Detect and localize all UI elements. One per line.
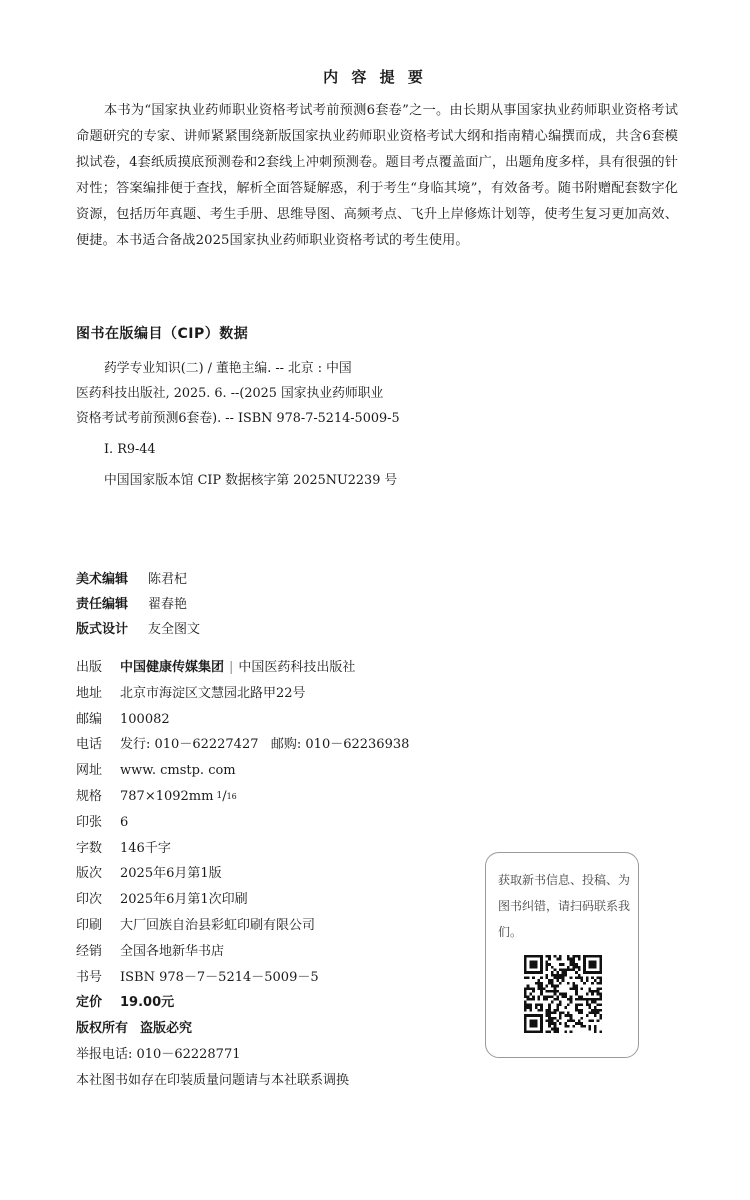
editor-credits — [76, 567, 200, 642]
piracy-warning: 盗版必究 — [140, 1021, 193, 1037]
detail-label: 地址 — [76, 685, 103, 701]
cip-line-2: 医药科技出版社, 2025. 6. --(2025 国家执业药师职业 — [76, 386, 384, 401]
detail-row — [76, 810, 409, 836]
detail-label: 电话 — [76, 737, 103, 753]
detail-value: 北京市海淀区文慧园北路甲22号 — [120, 685, 306, 701]
detail-label: 版次 — [76, 866, 103, 882]
detail-row — [76, 939, 409, 965]
publisher-label: 出版 — [76, 660, 103, 675]
cip-classification: Ⅰ. R9-44 — [104, 442, 156, 457]
detail-value: ISBN 978－7－5214－5009－5 — [120, 969, 319, 985]
qr-caption: 获取新书信息、投稿、为图书纠错，请扫码联系我们。 — [498, 873, 631, 939]
detail-value: 146千字 — [120, 840, 171, 856]
editor-value: 翟春艳 — [148, 597, 188, 612]
qr-code[interactable] — [524, 955, 602, 1033]
editor-value: 友全图文 — [148, 622, 201, 637]
detail-row — [76, 707, 409, 733]
detail-value: 全国各地新华书店 — [120, 943, 225, 959]
cip-title: 图书在版编目（CIP）数据 — [76, 326, 249, 342]
detail-value: 大厂回族自治县彩虹印刷有限公司 — [120, 917, 316, 933]
editor-row — [76, 567, 200, 592]
detail-row — [76, 887, 409, 913]
quality-notice: 本社图书如存在印装质量问题请与本社联系调换 — [76, 1072, 350, 1088]
copyright-text: 版权所有 — [76, 1021, 129, 1037]
detail-label: 邮编 — [76, 711, 103, 727]
report-phone: 举报电话: 010－62228771 — [76, 1046, 241, 1062]
detail-value: 2025年6月第1版 — [120, 866, 222, 882]
summary-body: 本书为“国家执业药师职业资格考试考前预测6套卷”之一。由长期从事国家执业药师职业资格考试命题研究的专家、讲师紧紧围绕新版国家执业药师职业资格考试大纲和指南精心编撰而成，共含6套模拟试卷，4套纸质摸底预测卷和2套线上冲刺预测卷。题目考点覆盖面广，出题角度多样，具有很强的针对性；答案编排便于查找，解析全面答疑解惑，利于考生“身临其境”，有效备考。随书附赠配套数字化资源，包括历年真题、考生手册、思维导图、高频考点、飞升上岸修炼计划等，使考生复习更加高效、便捷。本书适合备战2025国家执业药师职业资格考试的考生使用。 — [76, 103, 678, 248]
website-link[interactable]: www. cmstp. com — [120, 763, 236, 779]
format-value: 787×1092mm — [120, 788, 214, 804]
cip-line-3: 资格考试考前预测6套卷). -- ISBN 978-7-5214-5009-5 — [76, 411, 400, 426]
format-row — [76, 784, 409, 810]
detail-row — [76, 913, 409, 939]
detail-label: 字数 — [76, 840, 103, 856]
editor-value: 陈君杞 — [148, 572, 188, 587]
cip-verification: 中国国家版本馆 CIP 数据核字第 2025NU2239 号 — [104, 473, 398, 488]
detail-row — [76, 861, 409, 887]
detail-label: 网址 — [76, 763, 103, 779]
cip-record — [76, 356, 496, 493]
detail-row — [76, 836, 409, 862]
detail-label: 印张 — [76, 814, 103, 830]
copyright-row — [76, 1016, 409, 1042]
format-fraction-denominator: 16 — [226, 791, 237, 801]
detail-label: 印刷 — [76, 917, 103, 933]
publisher-group: 中国健康传媒集团 — [120, 660, 225, 675]
detail-row — [76, 681, 409, 707]
publication-info — [76, 655, 409, 1094]
publisher-press: 中国医药科技出版社 — [238, 660, 356, 675]
detail-label: 印次 — [76, 892, 103, 908]
price-value: 19.00元 — [120, 995, 175, 1011]
detail-row — [76, 732, 409, 758]
detail-label: 经销 — [76, 943, 103, 959]
summary-title: 内 容 提 要 — [323, 68, 427, 86]
detail-row — [76, 965, 409, 991]
editor-row — [76, 592, 200, 617]
detail-label: 书号 — [76, 969, 103, 985]
price-row — [76, 990, 409, 1016]
format-fraction-slash: / — [222, 788, 227, 804]
detail-row — [76, 758, 409, 784]
editor-row — [76, 617, 200, 642]
format-label: 规格 — [76, 788, 103, 804]
detail-value: 发行: 010－62227427 邮购: 010－62236938 — [120, 737, 410, 753]
qr-contact-box — [485, 852, 639, 1058]
cip-line-1: 药学专业知识(二) / 董艳主编. -- 北京 : 中国 — [104, 361, 352, 376]
detail-value: 100082 — [120, 711, 170, 727]
publisher-separator: | — [229, 660, 234, 675]
editor-label: 美术编辑 — [76, 572, 129, 587]
detail-value: 6 — [120, 814, 129, 830]
publisher-row — [76, 655, 409, 681]
editor-label: 责任编辑 — [76, 597, 129, 612]
detail-value: 2025年6月第1次印刷 — [120, 892, 248, 908]
editor-label: 版式设计 — [76, 622, 129, 637]
price-label: 定价 — [76, 995, 103, 1011]
format-fraction-numerator: 1 — [216, 790, 223, 801]
